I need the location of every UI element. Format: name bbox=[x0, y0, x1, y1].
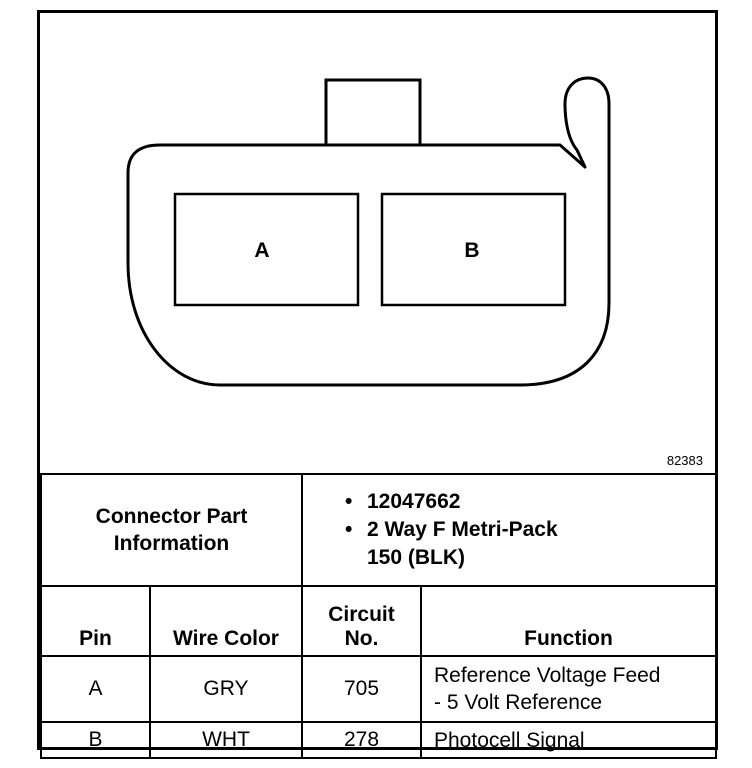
connector-description bbox=[345, 516, 715, 572]
connector-part-label-line2: Information bbox=[113, 532, 230, 555]
table-header-row bbox=[41, 586, 716, 656]
pin-cavity-label-b: B bbox=[464, 239, 480, 262]
connector-figure-frame bbox=[37, 10, 718, 750]
connector-part-row bbox=[41, 474, 716, 586]
header-function: Function bbox=[421, 586, 716, 656]
function-line2: - 5 Volt Reference bbox=[434, 691, 603, 714]
function-line1: Reference Voltage Feed bbox=[434, 664, 661, 687]
wire-color-cell: GRY bbox=[150, 656, 302, 722]
function-line1: Photocell Signal bbox=[434, 728, 585, 752]
connector-part-label-line1: Connector Part bbox=[95, 505, 248, 528]
part-number: • 12047662 bbox=[345, 488, 715, 516]
table-row bbox=[41, 656, 716, 722]
function-cell bbox=[421, 722, 716, 758]
header-circuit-line2: No. bbox=[344, 627, 379, 650]
connector-description-line1: • 2 Way F Metri-Pack bbox=[367, 518, 558, 541]
pin-cell: A bbox=[41, 656, 150, 722]
circuit-cell: 278 bbox=[302, 722, 421, 758]
connector-part-label bbox=[41, 474, 302, 586]
pin-cavity-label-a: A bbox=[254, 239, 270, 262]
header-circuit-line1: Circuit bbox=[328, 603, 395, 626]
connector-info-table bbox=[40, 473, 717, 759]
function-cell bbox=[421, 656, 716, 722]
connector-latch-tab bbox=[326, 80, 420, 145]
connector-body-outline bbox=[128, 78, 609, 385]
figure-number: 82383 bbox=[666, 453, 703, 468]
header-circuit-no bbox=[302, 586, 421, 656]
circuit-cell: 705 bbox=[302, 656, 421, 722]
connector-description-line2: 150 (BLK) bbox=[367, 546, 466, 569]
table-row bbox=[41, 722, 716, 758]
connector-drawing bbox=[40, 13, 715, 473]
header-pin: Pin bbox=[41, 586, 150, 656]
pin-cell: B bbox=[41, 722, 150, 758]
wire-color-cell: WHT bbox=[150, 722, 302, 758]
header-wire-color: Wire Color bbox=[150, 586, 302, 656]
connector-part-details bbox=[302, 474, 716, 586]
